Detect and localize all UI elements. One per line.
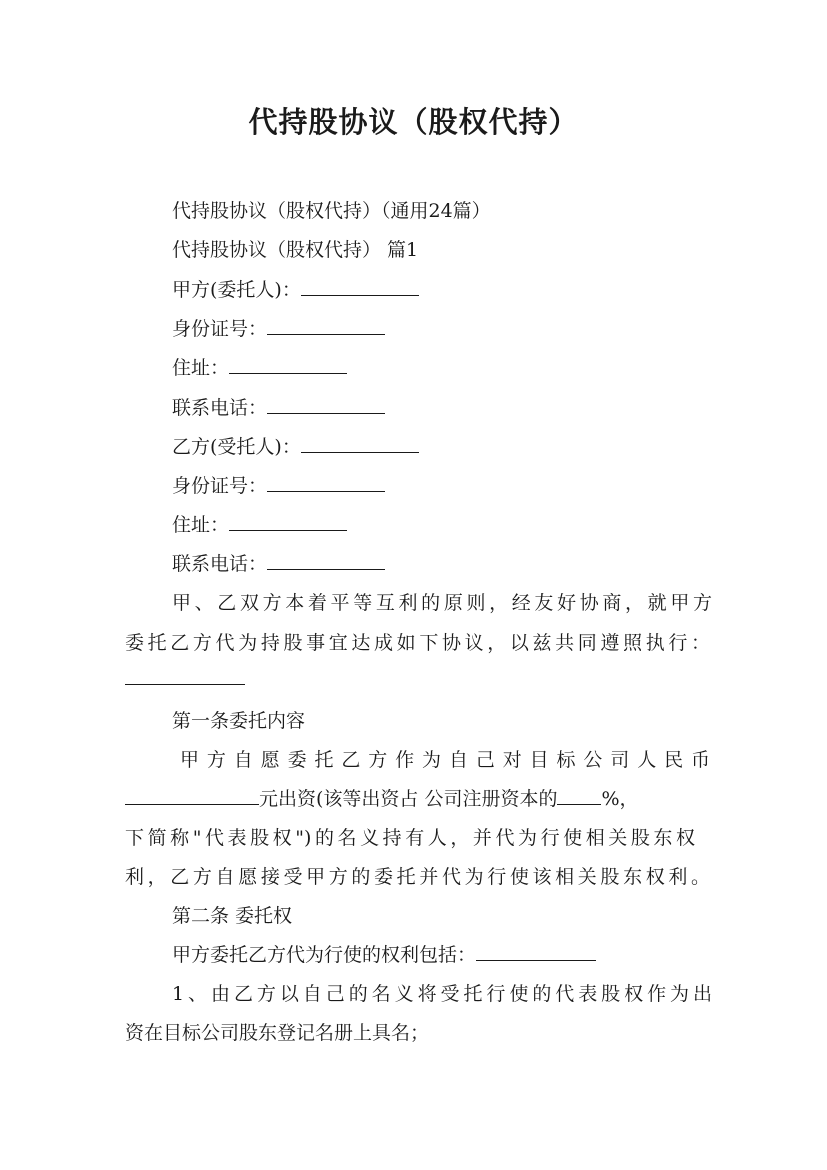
paragraph-line: 委托乙方代为持股事宜达成如下协议，以兹共同遵照执行： — [125, 632, 710, 654]
document-title: 代持股协议（股权代持） — [248, 105, 579, 139]
party-b-phone-field — [172, 551, 385, 577]
party-a-id-field — [172, 316, 385, 342]
party-a-address-blank — [229, 355, 347, 374]
party-b-field — [172, 434, 419, 460]
paragraph-line: 下简称"代表股权")的名义持有人，并代为行使相关股东权 — [125, 827, 695, 849]
percent-blank — [557, 786, 601, 805]
section-heading: 代持股协议（股权代持） 篇1 — [172, 239, 419, 261]
party-b-address-field — [172, 512, 347, 538]
party-b-address-label: 住址： — [172, 514, 230, 536]
party-b-id-blank — [267, 473, 385, 492]
party-a-blank — [301, 277, 419, 296]
paragraph-line: 利，乙方自愿接受甲方的委托并代为行使该相关股东权利。 — [125, 866, 710, 888]
paragraph-text: 元出资(该等出资占 公司注册资本的 — [259, 788, 558, 810]
party-a-phone-label: 联系电话： — [172, 397, 268, 419]
paragraph-line — [125, 786, 639, 812]
party-b-id-field — [172, 473, 385, 499]
subtitle-line: 代持股协议（股权代持）（通用24篇） — [172, 200, 491, 222]
paragraph-text: 甲方委托乙方代为行使的权利包括： — [172, 944, 477, 966]
party-a-id-label: 身份证号： — [172, 318, 268, 340]
party-a-id-blank — [267, 316, 385, 335]
article-heading: 第二条 委托权 — [172, 905, 293, 927]
party-b-blank — [301, 434, 419, 453]
party-a-label: 甲方(委托人)： — [172, 279, 301, 301]
party-b-id-label: 身份证号： — [172, 475, 268, 497]
rights-blank — [476, 942, 596, 961]
party-a-phone-blank — [267, 395, 385, 414]
amount-blank — [125, 786, 259, 805]
paragraph-line: 资在目标公司股东登记名册上具名； — [125, 1022, 430, 1044]
article-heading: 第一条委托内容 — [172, 710, 306, 732]
rights-field — [172, 942, 596, 968]
party-b-phone-blank — [267, 551, 385, 570]
party-b-label: 乙方(受托人)： — [172, 436, 301, 458]
party-a-field — [172, 277, 419, 303]
party-a-address-label: 住址： — [172, 357, 230, 379]
paragraph-line: 1、由乙方以自己的名义将受托行使的代表股权作为出 — [172, 983, 712, 1005]
paragraph-line: 甲方自愿委托乙方作为自己对目标公司人民币 — [180, 749, 710, 771]
paragraph-line: 甲、乙双方本着平等互利的原则，经友好协商，就甲方 — [172, 592, 712, 614]
paragraph-blank-line — [125, 666, 245, 692]
trailing-blank — [125, 666, 245, 685]
party-a-address-field — [172, 355, 347, 381]
party-b-address-blank — [229, 512, 347, 531]
party-b-phone-label: 联系电话： — [172, 553, 268, 575]
party-a-phone-field — [172, 395, 385, 421]
paragraph-text: %， — [601, 788, 639, 810]
